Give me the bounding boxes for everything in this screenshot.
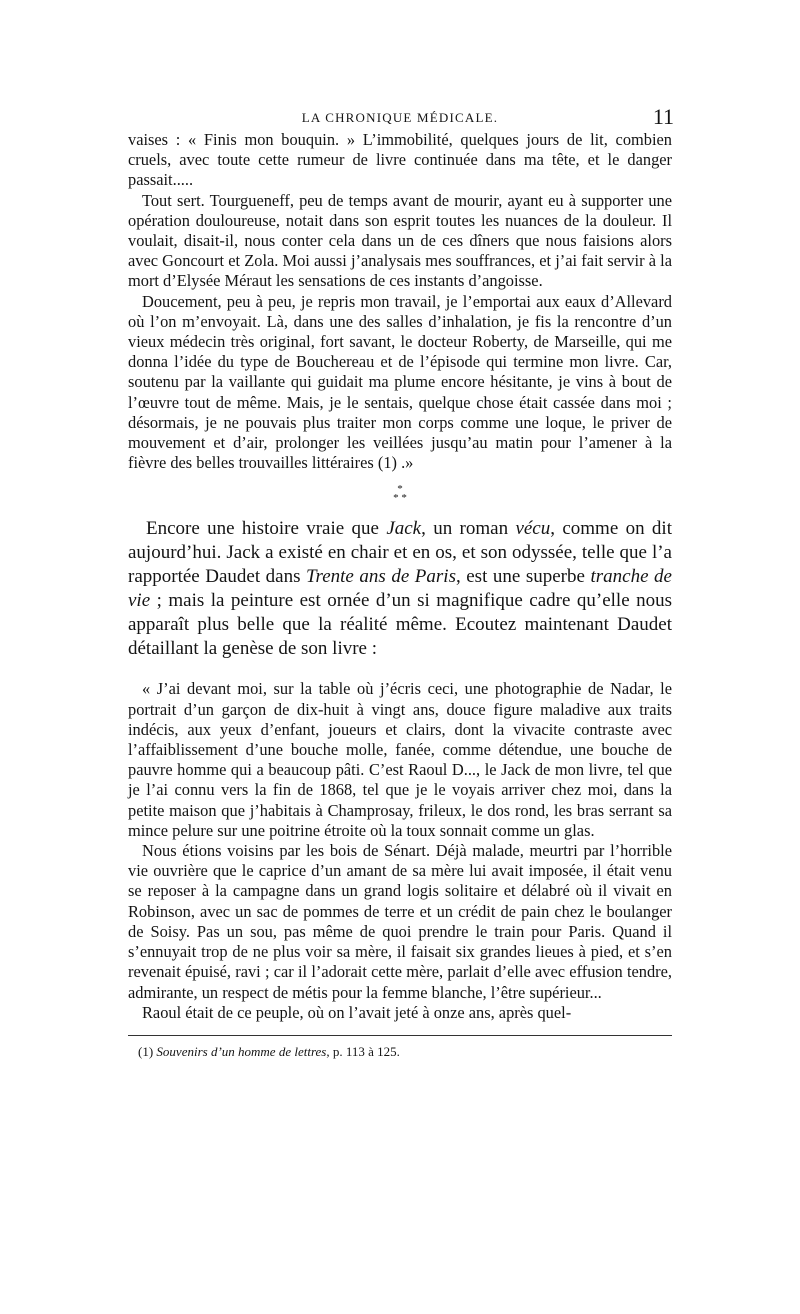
intro-text-d: , est une superbe <box>455 566 591 588</box>
quote-paragraph-1: « J’ai devant moi, sur la table où j’écris ceci, une photographie de Nadar, le portrait d’un garçon de dix-huit à vingt ans, douce figure maladive aux traits indécis, aux yeux d’enfant, joueurs et clairs, dont la vivacite contraste avec l’affaiblissement d’une bouche molle, fanée, comme détendue, une bouche de pauvre homme qui a beaucoup pâti. C’est Raoul D..., le Jack de mon livre, tel que je l’ai connu vers la fin de 1868, tel que je le voyais arriver chez moi, dans la petite maison que j’habitais à Champrosay, frileux, le dos rond, les bras serrant sa mince pelure sur une poitrine étroite où la toux sonnait comme un glas. <box>128 679 672 840</box>
footnote-title: Souvenirs d’un homme de lettres <box>156 1043 327 1059</box>
footnote-pages: , p. 113 à 125. <box>326 1043 400 1059</box>
word-vecu: vécu <box>515 518 551 540</box>
intro-text-b: , un roman <box>421 518 516 540</box>
quote-paragraph-2: Nous étions voisins par les bois de Sénart. Déjà malade, meurtri par l’horrible vie ouvrière que le caprice d’un amant de sa mère lui avait imposée, il était venu se reposer à la campagne dans un grand logis solitaire et délabré où il vivait en Robinson, avec un sac de pommes de terre et un crédit de pain chez le boulanger de Soisy. Pas un sou, pas même de quoi prendre le train pour Paris. Quand il s’ennuyait trop de ne plus voir sa mère, il faisait six grandes lieues à pied, et s’en revenait épuisé, ravi ; car il l’adorait cette mère, parlait d’elle avec effusion tendre, admirante, un respect de métis pour la femme blanche, l’être supérieur... <box>128 841 672 1002</box>
intro-text-c: , comme on dit aujourd’hui. Jack a existé en chair et en os, et son odyssée, telle que l’a rapportée Daudet dans <box>128 518 672 588</box>
running-title: LA CHRONIQUE MÉDICALE. <box>301 110 499 125</box>
intro-text-e: ; mais la peinture est ornée d’un si magnifique cadre qu’elle nous apparaît plus belle que la réalité même. Ecoutez maintenant Daudet détaillant la genèse de son livre : <box>128 590 672 660</box>
asterism-divider <box>128 485 672 503</box>
asterism-top: * <box>397 483 403 496</box>
title-jack: Jack <box>386 518 422 540</box>
intro-text-a: Encore une histoire vraie que <box>146 518 387 540</box>
page-number: 11 <box>652 104 674 129</box>
footnote-marker: (1) <box>138 1043 157 1059</box>
title-trente-ans: Trente ans de Paris <box>306 566 456 588</box>
quote-paragraph-3: Raoul était de ce peuple, où on l’avait jeté à onze ans, après quel- <box>142 1002 572 1022</box>
page <box>128 104 672 1060</box>
paragraph-1: vaises : « Finis mon bouquin. » L’immobilité, quelques jours de lit, combien cruels, avec toute cette rumeur de livre continuée dans ma tête, et le danger passait..... <box>128 130 672 190</box>
footnote <box>138 1044 672 1060</box>
phrase-tranche-de-vie: tranche de vie <box>128 566 672 612</box>
asterism-bottom: * * <box>393 492 407 505</box>
footnote-divider <box>128 1035 672 1036</box>
running-head <box>128 104 672 130</box>
paragraph-3: Doucement, peu à peu, je repris mon travail, je l’emportai aux eaux d’Allevard où l’on m’envoyait. Là, dans une des salles d’inhalation, je fis la rencontre d’un vieux médecin très original, fort savant, le docteur Roberty, de Marseille, qui me donna l’idée du type de Bouchereau et de l’épisode qui termine mon livre. Car, soutenu par la vaillante qui guidait ma plume encore hésitante, je vins à bout de l’œuvre tout de même. Mais, je le sentais, quelque chose était cassée dans moi ; désormais, je ne pouvais plus traiter mon corps comme une loque, le priver de mouvement et d’air, prolonger les veillées jusqu’au matin pour l’amener à la fièvre des belles trouvailles littéraires (1) .» <box>128 291 672 473</box>
intro-paragraph <box>128 517 672 661</box>
paragraph-2: Tout sert. Tourgueneff, peu de temps avant de mourir, ayant eu à supporter une opération douloureuse, notait dans son esprit toutes les nuances de la douleur. Il voulait, disait-il, nous conter cela dans un de ces dîners que nous faisions alors avec Goncourt et Zola. Moi aussi j’analysais mes souffrances, et j’ai fait servir à la mort d’Elysée Méraut les sensations de ces instants d’angoisse. <box>128 190 672 291</box>
